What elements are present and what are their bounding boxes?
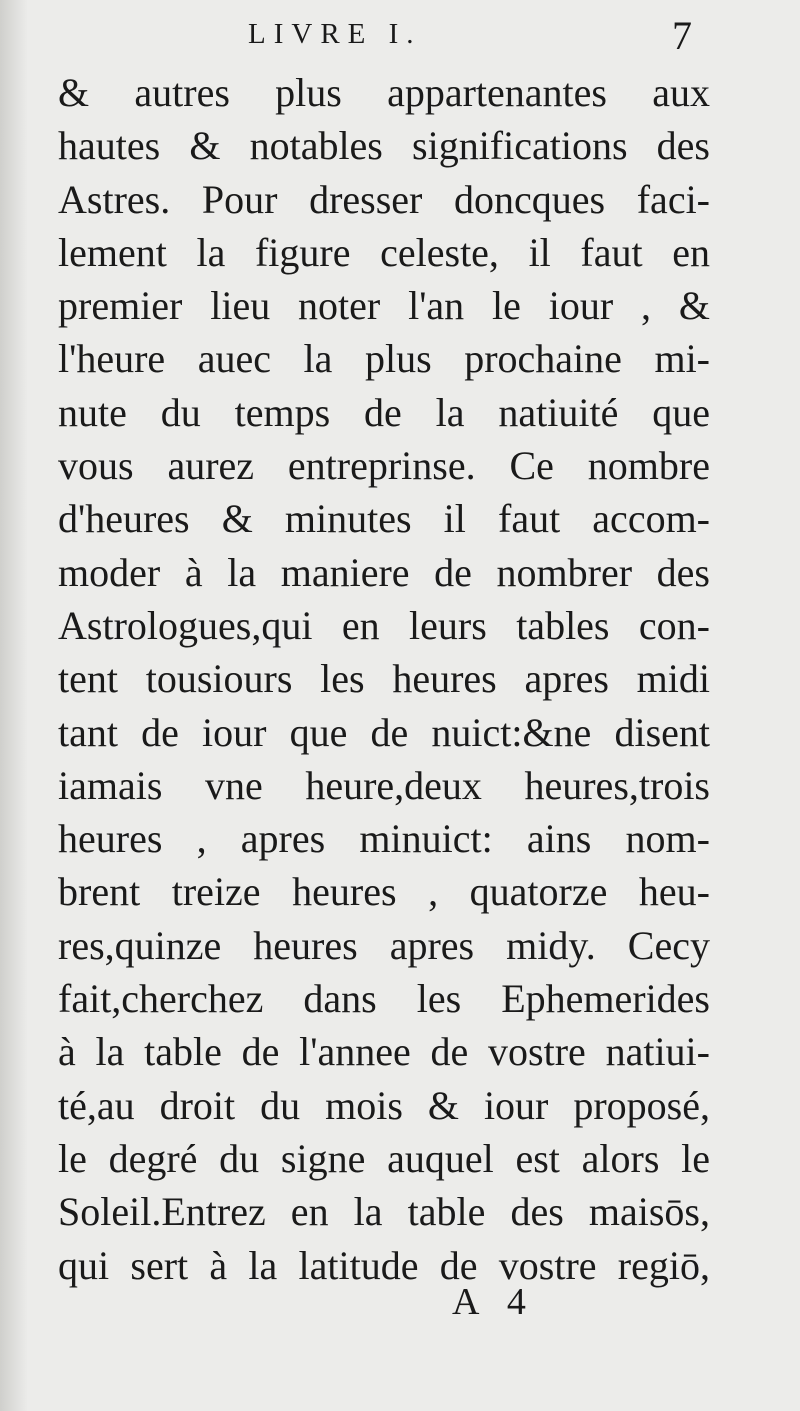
text-line: moder à la maniere de nombrer des xyxy=(58,549,710,595)
gutter-shadow xyxy=(0,0,28,1411)
text-line: à la table de l'annee de vostre natiui- xyxy=(58,1029,710,1075)
text-line: res,quinze heures apres midy. Cecy xyxy=(58,922,710,968)
text-line: lement la figure celeste, il faut en xyxy=(58,229,710,275)
text-line: tent tousiours les heures apres midi xyxy=(58,656,710,702)
text-line: qui sert à la latitude de vostre regiō, xyxy=(58,1242,710,1288)
text-line: heures , apres minuict: ains nom- xyxy=(58,816,710,862)
page-header xyxy=(0,12,800,58)
page-number: 7 xyxy=(672,13,692,58)
signature-mark: A 4 xyxy=(452,1281,536,1323)
text-line: & autres plus appartenantes aux xyxy=(58,70,710,115)
body-text xyxy=(58,66,710,1292)
text-line: iamais vne heure,deux heures,trois xyxy=(58,762,710,808)
text-line: l'heure auec la plus prochaine mi- xyxy=(58,336,710,382)
text-line: d'heures & minutes il faut accom- xyxy=(58,496,710,542)
text-line: tant de iour que de nuict:&ne disent xyxy=(58,709,710,755)
text-line: Astrologues,qui en leurs tables con- xyxy=(58,602,710,648)
text-line: Soleil.Entrez en la table des maisōs, xyxy=(58,1189,710,1235)
text-line: brent treize heures , quatorze heu- xyxy=(58,869,710,915)
text-line: vous aurez entreprinse. Ce nombre xyxy=(58,443,710,489)
text-line: premier lieu noter l'an le iour , & xyxy=(58,283,710,329)
text-line: fait,cherchez dans les Ephemerides xyxy=(58,976,710,1022)
text-line: nute du temps de la natiuité que xyxy=(58,389,710,435)
text-line: hautes & notables significations des xyxy=(58,123,710,169)
running-head: LIVRE I. xyxy=(248,18,422,50)
text-line: té,au droit du mois & iour proposé, xyxy=(58,1082,710,1128)
text-line: le degré du signe auquel est alors le xyxy=(58,1135,710,1181)
text-line: Astres. Pour dresser doncques faci- xyxy=(58,176,710,222)
